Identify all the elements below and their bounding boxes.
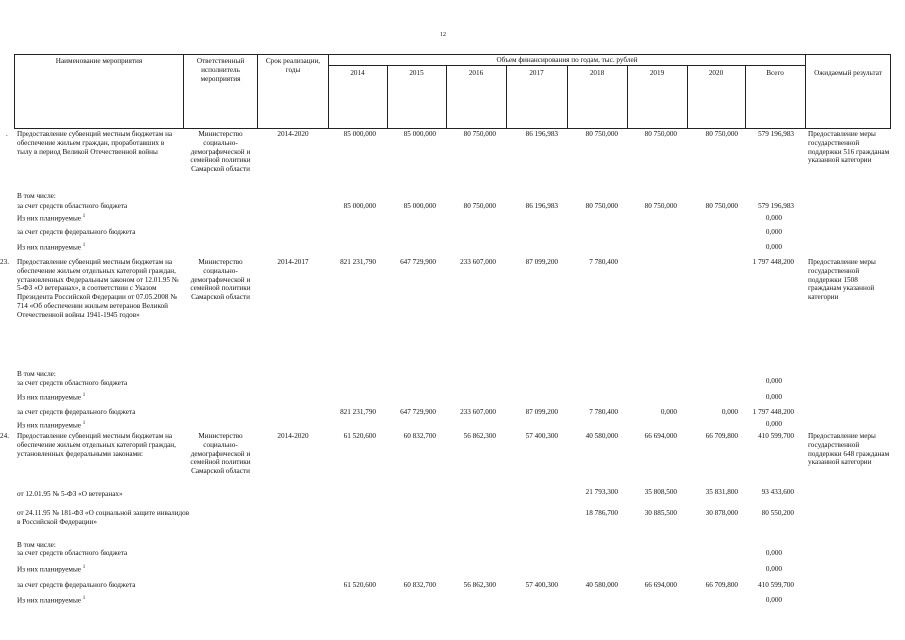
value-2014: 821 231,790 bbox=[340, 258, 376, 266]
sub-label: за счет средств областного бюджета bbox=[17, 549, 128, 557]
header-year-2018: 2018 bbox=[589, 69, 605, 77]
sub-value: 7 780,400 bbox=[589, 408, 618, 416]
item-number: 24. bbox=[0, 432, 9, 440]
footnote-mark: 1 bbox=[82, 421, 86, 426]
value-2018: 80 750,000 bbox=[585, 130, 618, 138]
sub-value: 0,000 bbox=[765, 393, 782, 401]
item-term: 2014-2020 bbox=[277, 432, 309, 440]
sub-label bbox=[17, 243, 85, 252]
sub-value: 85 000,000 bbox=[343, 202, 376, 210]
sub-label bbox=[17, 596, 85, 605]
sub-value: 66 694,000 bbox=[644, 581, 677, 589]
item-number: . bbox=[6, 130, 8, 138]
sub-value: 85 000,000 bbox=[403, 202, 436, 210]
sub-label-text: Из них планируемые bbox=[17, 243, 81, 252]
value-2018: 7 780,400 bbox=[589, 258, 618, 266]
sub-value: 80 750,000 bbox=[644, 202, 677, 210]
header-year-2017: 2017 bbox=[529, 69, 544, 77]
sub-label-text: Из них планируемые bbox=[17, 421, 81, 430]
sub-value: 0,000 bbox=[765, 377, 782, 385]
header-term: Срок реализации, годы bbox=[265, 57, 321, 74]
col-border-2 bbox=[257, 54, 258, 129]
sub-label-text: Из них планируемые bbox=[17, 596, 81, 605]
value-2015: 60 832,700 bbox=[403, 432, 436, 440]
value-total: 1 797 448,200 bbox=[752, 258, 794, 266]
value-2015: 85 000,000 bbox=[403, 130, 436, 138]
sub-value: 579 196,983 bbox=[758, 202, 794, 210]
sub-label bbox=[17, 214, 85, 223]
value-2019: 66 694,000 bbox=[644, 432, 677, 440]
sub-value: 87 099,200 bbox=[525, 408, 558, 416]
sub-value: 86 196,983 bbox=[525, 202, 558, 210]
item-result: Предоставление меры государственной поддержки 648 гражданам указанной категории bbox=[808, 432, 890, 467]
sub-value: 0,000 bbox=[721, 408, 738, 416]
sub-value: 0,000 bbox=[660, 408, 677, 416]
item-executor: Министерство социально-демографической и семейной политики Самарской области bbox=[190, 258, 251, 302]
value-2016: 56 862,300 bbox=[463, 432, 496, 440]
sub-label-text: Из них планируемые bbox=[17, 214, 81, 223]
sub-label: за счет средств федерального бюджета bbox=[17, 408, 136, 416]
header-year-2020: 2020 bbox=[708, 69, 724, 77]
sub-label: В том числе: bbox=[17, 370, 56, 378]
header-funding: Объем финансирования по годам, тыс. рублей bbox=[496, 56, 638, 64]
header-bottom-border bbox=[14, 128, 890, 129]
value-2017: 57 400,300 bbox=[525, 432, 558, 440]
sub-value: 0,000 bbox=[765, 565, 782, 573]
sub-label: за счет средств федерального бюджета bbox=[17, 581, 136, 589]
item-result: Предоставление меры государственной поддержки 1508 гражданам указанной категории bbox=[808, 258, 876, 302]
item-term: 2014-2020 bbox=[277, 130, 309, 138]
item-number: 23. bbox=[0, 258, 9, 266]
law-value: 35 808,500 bbox=[644, 488, 677, 496]
value-total: 410 599,700 bbox=[758, 432, 794, 440]
value-2014: 85 000,000 bbox=[343, 130, 376, 138]
footnote-mark: 1 bbox=[82, 596, 86, 601]
col-border-3 bbox=[328, 54, 329, 129]
item-executor: Министерство социально-демографической и семейной политики Самарской области bbox=[190, 130, 251, 174]
law-value: 30 878,000 bbox=[705, 509, 738, 517]
col-border-11 bbox=[805, 54, 806, 129]
sub-value: 0,000 bbox=[765, 596, 782, 604]
value-2020: 80 750,000 bbox=[705, 130, 738, 138]
law-label: от 24.11.95 № 181-ФЗ «О социальной защите инвалидов в Российской Федерации» bbox=[17, 509, 190, 526]
header-year-2016: 2016 bbox=[468, 69, 484, 77]
law-value: 35 831,800 bbox=[705, 488, 738, 496]
header-year-2015: 2015 bbox=[409, 69, 424, 77]
item-term: 2014-2017 bbox=[277, 258, 309, 266]
sub-label: В том числе: bbox=[17, 192, 56, 200]
col-border-1 bbox=[183, 54, 184, 129]
footnote-mark: 1 bbox=[82, 393, 86, 398]
header-executor: Ответственный исполнитель мероприятия bbox=[196, 57, 245, 83]
sub-value: 0,000 bbox=[765, 549, 782, 557]
law-label: от 12.01.95 № 5-ФЗ «О ветеранах» bbox=[17, 490, 123, 498]
page-number: 12 bbox=[440, 32, 446, 38]
sub-label-text: Из них планируемые bbox=[17, 565, 81, 574]
law-value: 18 786,700 bbox=[585, 509, 618, 517]
sub-label: за счет средств областного бюджета bbox=[17, 379, 128, 387]
sub-label bbox=[17, 421, 85, 430]
value-2016: 233 607,000 bbox=[460, 258, 496, 266]
item-result: Предоставление меры государственной поддержки 516 гражданам указанной категории bbox=[808, 130, 890, 165]
sub-label: В том числе: bbox=[17, 541, 56, 549]
header-year-2019: 2019 bbox=[649, 69, 665, 77]
sub-value: 80 750,000 bbox=[585, 202, 618, 210]
value-2014: 61 520,600 bbox=[343, 432, 376, 440]
sub-value: 40 580,000 bbox=[585, 581, 618, 589]
header-result: Ожидаемый результат bbox=[814, 69, 882, 77]
law-value: 21 793,300 bbox=[585, 488, 618, 496]
law-value: 30 885,500 bbox=[644, 509, 677, 517]
sub-value: 0,000 bbox=[765, 420, 782, 428]
sub-value: 0,000 bbox=[765, 243, 782, 251]
col-border-12 bbox=[890, 54, 891, 129]
item-name: Предоставление субвенций местным бюджетам на обеспечение жильем граждан, проработавших в тылу в период Великой Отечественной войны bbox=[17, 130, 173, 156]
sub-value: 66 709,800 bbox=[705, 581, 738, 589]
item-name: Предоставление субвенций местным бюджетам на обеспечение жильем отдельных категорий граждан, установленных Федеральным законом от 12.01.95 № 5-ФЗ «О ветеранах», в соответствии с Указом Президента Российской Федерации от 07.05.2008 № 714 «Об обеспечении жильем ветеранов Великой Отечественной войны 1941-1945 годов» bbox=[17, 258, 179, 319]
sub-value: 56 862,300 bbox=[463, 581, 496, 589]
table-top-border bbox=[14, 54, 890, 55]
sub-value: 80 750,000 bbox=[705, 202, 738, 210]
value-total: 579 196,983 bbox=[758, 130, 794, 138]
sub-value: 60 832,700 bbox=[403, 581, 436, 589]
sub-value: 821 231,790 bbox=[340, 408, 376, 416]
header-measure: Наименование мероприятия bbox=[55, 57, 143, 65]
sub-label-text: Из них планируемые bbox=[17, 393, 81, 402]
sub-value: 61 520,600 bbox=[343, 581, 376, 589]
value-2020: 66 709,800 bbox=[705, 432, 738, 440]
header-year-total: Всего bbox=[766, 69, 784, 77]
value-2016: 80 750,000 bbox=[463, 130, 496, 138]
header-year-2014: 2014 bbox=[350, 69, 365, 77]
law-value: 93 433,600 bbox=[761, 488, 794, 496]
footnote-mark: 1 bbox=[82, 243, 86, 248]
footnote-mark: 1 bbox=[82, 565, 86, 570]
sub-label bbox=[17, 565, 85, 574]
footnote-mark: 1 bbox=[82, 214, 86, 219]
value-2017: 87 099,200 bbox=[525, 258, 558, 266]
sub-value: 410 599,700 bbox=[758, 581, 794, 589]
sub-value: 57 400,300 bbox=[525, 581, 558, 589]
sub-value: 0,000 bbox=[765, 228, 782, 236]
value-2018: 40 580,000 bbox=[585, 432, 618, 440]
item-executor: Министерство социально-демографической и семейной политики Самарской области bbox=[190, 432, 251, 476]
sub-label: за счет средств областного бюджета bbox=[17, 202, 128, 210]
sub-label: за счет средств федерального бюджета bbox=[17, 228, 136, 236]
value-2017: 86 196,983 bbox=[525, 130, 558, 138]
sub-value: 1 797 448,200 bbox=[752, 408, 794, 416]
sub-value: 0,000 bbox=[765, 214, 782, 222]
law-value: 80 550,200 bbox=[761, 509, 794, 517]
item-name: Предоставление субвенций местным бюджетам на обеспечение жильем отдельных категорий граждан, установленных федеральными законами: bbox=[17, 432, 176, 458]
value-2015: 647 729,900 bbox=[400, 258, 436, 266]
sub-value: 647 729,900 bbox=[400, 408, 436, 416]
sub-value: 80 750,000 bbox=[463, 202, 496, 210]
value-2019: 80 750,000 bbox=[644, 130, 677, 138]
sub-label bbox=[17, 393, 85, 402]
sub-value: 233 607,000 bbox=[460, 408, 496, 416]
